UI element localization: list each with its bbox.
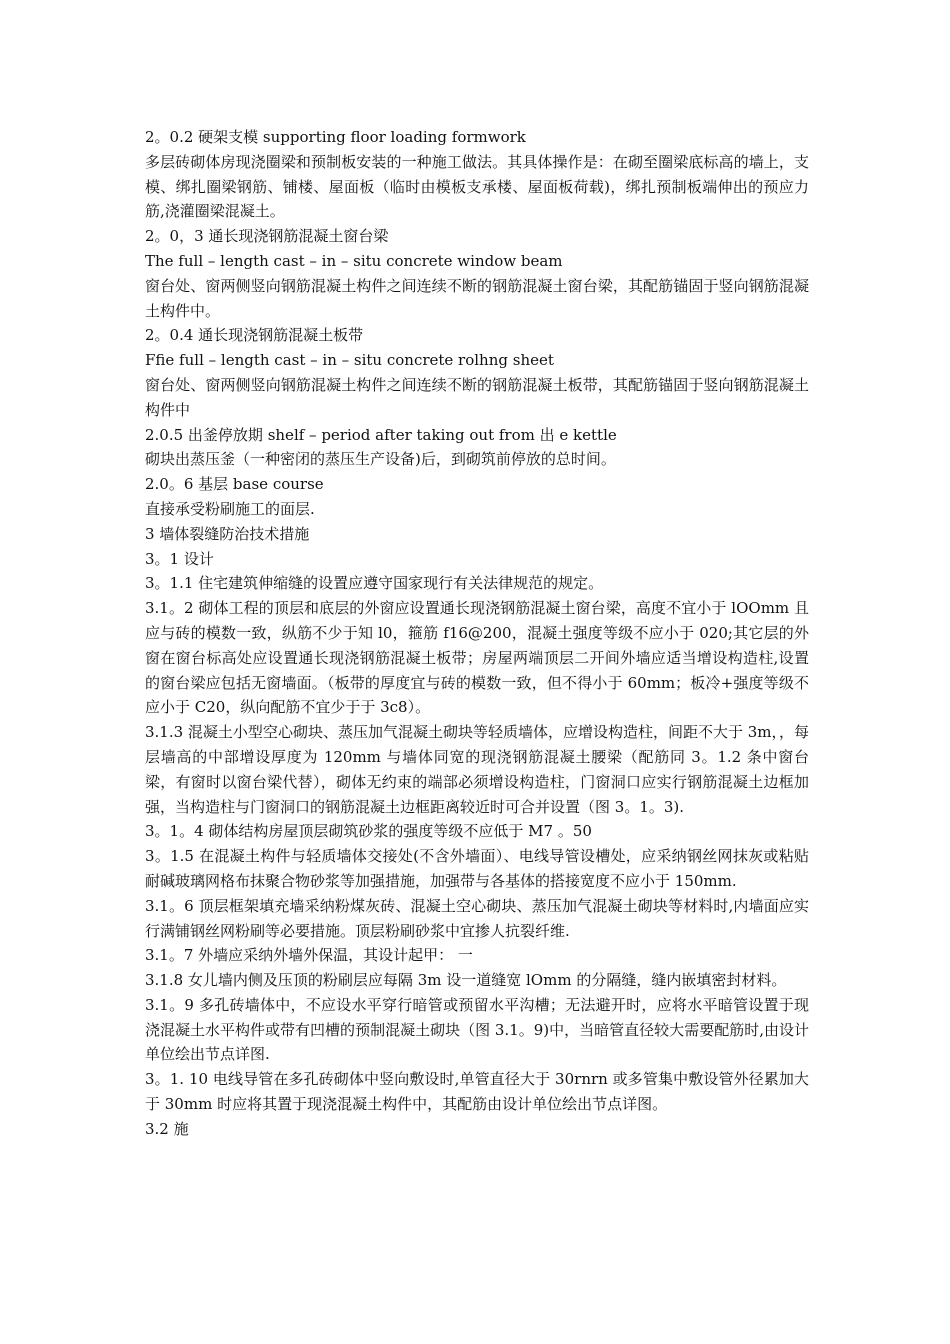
section-3-heading: 3 墙体裂缝防治技术措施 [145, 524, 310, 543]
paragraph-3-1-2: 3.1。2 砌体工程的顶层和底层的外窗应设置通长现浇钢筋混凝土窗台梁，高度不宜小于 lOOmm 且应与砖的模数一致，纵筋不少于知 l0，箍筋 f16@200，混凝土强度等级不应小于 020;其它层的外窗在窗台标高处应设置通长现浇钢筋混凝土板带；房屋两端顶层二开间外墙应适当增设构造柱,设置的窗台梁应包括无窗墙面。（板带的厚度宜与砖的模数一致，但不得小于 60mm；板冷+强度等级不应小于 C20，纵向配筋不宜少于于 3c8）。 [145, 599, 809, 717]
paragraph-2-0-4-english: Ffie full – length cast – in – situ concrete rolhng sheet [145, 351, 554, 370]
section-3-1-heading: 3。1 设计 [145, 549, 214, 568]
paragraph-2-0-5-body: 砌块出蒸压釜（一种密闭的蒸压生产设备)后，到砌筑前停放的总时间。 [145, 450, 616, 469]
paragraph-2-0-2-heading: 2。0.2 硬架支模 supporting floor loading formwork [145, 128, 526, 146]
document-page [145, 125, 809, 1142]
paragraph-3-1-7: 3.1。7 外墙应采纳外墙外保温，其设计起甲： 一 [145, 946, 473, 965]
paragraph-3-1-5: 3。1.5 在混凝土构件与轻质墙体交接处(不含外墙面）、电线导管设槽处，应采纳钢丝网抹灰或粘贴耐碱玻璃网格布抹聚合物砂浆等加强措施，加强带与各基体的搭接宽度不应小于 150mm. [145, 847, 809, 890]
paragraph-2-0-3-body: 窗台处、窗两侧竖向钢筋混凝土构件之间连续不断的钢筋混凝土窗台梁，其配筋锚固于竖向钢筋混凝土构件中。 [145, 276, 809, 320]
paragraph-3-1-6: 3.1。6 顶层框架填充墙采纳粉煤灰砖、混凝土空心砌块、蒸压加气混凝土砌块等材料时,内墙面应实行满铺钢丝网粉刷等必要措施。顶层粉刷砂浆中宜掺人抗裂纤维. [145, 896, 809, 940]
paragraph-2-0-5-heading: 2.0.5 出釜停放期 shelf – period after taking out from 出 e kettle [145, 425, 617, 444]
paragraph-2-0-6-heading: 2.0。6 基层 base course [145, 475, 324, 494]
section-3-2-heading: 3.2 施 [145, 1119, 189, 1138]
paragraph-3-1-1: 3。1.1 住宅建筑伸缩缝的设置应遵守国家现行有关法律规范的规定。 [145, 574, 604, 593]
paragraph-2-0-3-english: The full – length cast – in – situ concrete window beam [145, 251, 563, 270]
paragraph-3-1-4: 3。1。4 砌体结构房屋顶层砌筑砂浆的强度等级不应低于 M7 。50 [145, 822, 592, 841]
paragraph-2-0-4-heading: 2。0.4 通长现浇钢筋混凝土板带 [145, 326, 364, 345]
paragraph-3-1-9: 3.1。9 多孔砖墙体中，不应设水平穿行暗管或预留水平沟槽；无法避开时，应将水平暗管设置于现浇混凝土水平构件或带有凹槽的预制混凝土砌块（图 3.1。9)中，当暗管直径较大需要配筋时,由设计单位绘出节点详图. [145, 995, 809, 1064]
paragraph-2-0-6-body: 直接承受粉刷施工的面层. [145, 499, 315, 518]
paragraph-2-0-3-heading: 2。0，3 通长现浇钢筋混凝土窗台梁 [145, 227, 389, 246]
paragraph-3-1-8: 3.1.8 女儿墙内侧及压顶的粉刷层应每隔 3m 设一道缝宽 lOmm 的分隔缝，缝内嵌填密封材料。 [145, 971, 787, 990]
paragraph-3-1-3: 3.1.3 混凝土小型空心砌块、蒸压加气混凝土砌块等轻质墙体，应增设构造柱，间距不大于 3m，，每层墙高的中部增设厚度为 120mm 与墙体同宽的现浇钢筋混凝土腰梁（配筋同 3。1.2 条中窗台梁，有窗时以窗台梁代替），砌体无约束的端部必须增设构造柱，门窗洞口应实行钢筋混凝土边框加强，当构造柱与门窗洞口的钢筋混凝土边框距离较近时可合并设置（图 3。1。3). [145, 723, 809, 816]
paragraph-2-0-2-body: 多层砖砌体房现浇圈梁和预制板安装的一种施工做法。其具体操作是：在砌至圈梁底标高的墙上，支模、绑扎圈梁钢筋、铺楼、屋面板（临时由模板支承楼、屋面板荷载)，绑扎预制板端伸出的预应力筋,浇灌圈梁混凝土。 [145, 152, 809, 221]
paragraph-3-1-10: 3。1. 10 电线导管在多孔砖砌体中竖向敷设时,单管直径大于 30rnrn 或多管集中敷设管外径累加大于 30mm 时应将其置于现浇混凝土构件中，其配筋由设计单位绘出节点详图。 [145, 1070, 809, 1114]
paragraph-2-0-4-body: 窗台处、窗两侧竖向钢筋混凝土构件之间连续不断的钢筋混凝土板带，其配筋锚固于竖向钢筋混凝土构件中 [145, 375, 809, 419]
